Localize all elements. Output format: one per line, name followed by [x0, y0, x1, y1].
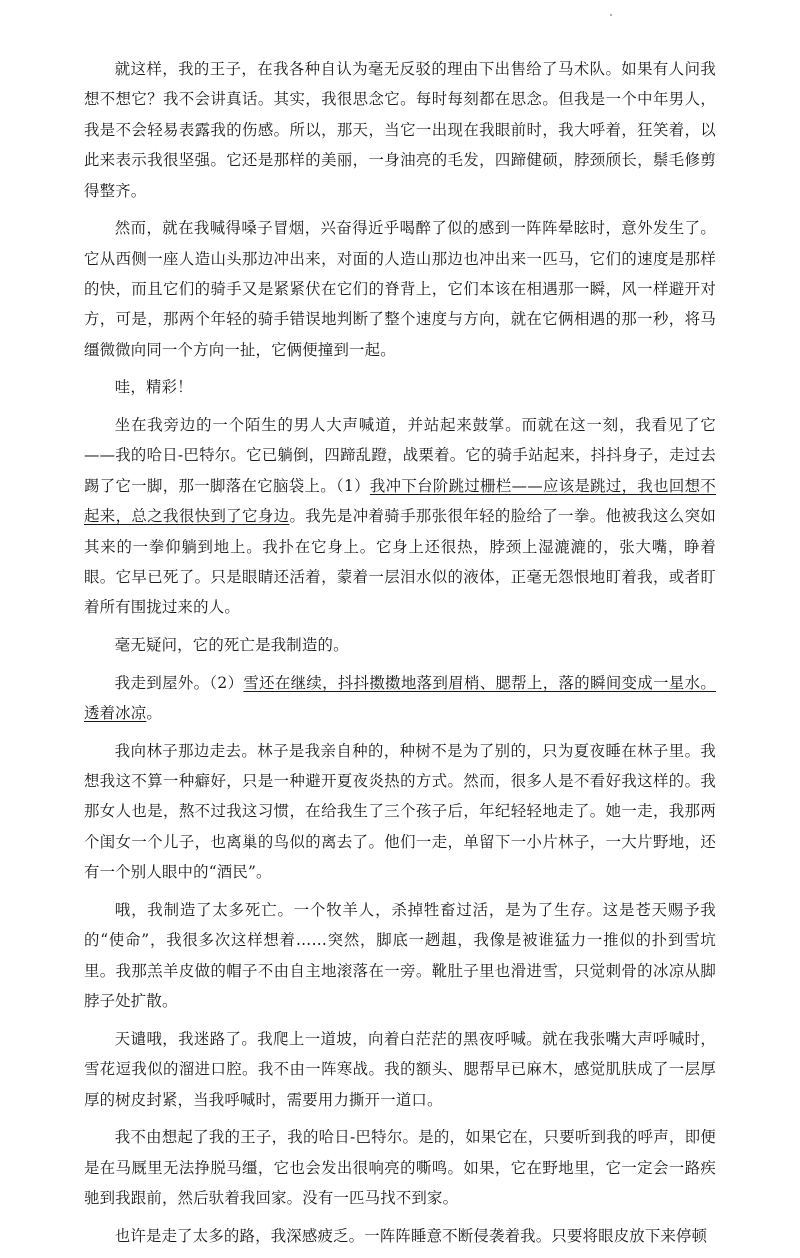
paragraph-text: 哦，我制造了太多死亡。一个牧羊人，杀掉牲畜过活，是为了生存。这是苍天赐予我的“使命”，我很多次这样想着……突然，脚底一趔趄，我像是被谁猛力一推似的扑到雪坑里。我那羔羊皮做的帽子不由自主地滚落在一旁。靴肚子里也滑进雪，只觉刺骨的冰凉从脚脖子处扩散。: [84, 900, 716, 1011]
article-body: [84, 54, 716, 1258]
paragraph-text: 毫无疑问，它的死亡是我制造的。: [114, 636, 349, 655]
paragraph-text: 坐在我旁边的一个陌生的男人大声喊道，并站起来鼓掌。而就在这一刻，我看见了它——我的哈日-巴特尔。它已躺倒，四蹄乱蹬，战栗着。它的骑手站起来，抖抖身子，走过去踢了它一脚，那一脚落在它脑袋上。（1）: [84, 416, 716, 495]
paragraph-8: [84, 895, 716, 1017]
paragraph-10: [84, 1122, 716, 1213]
paragraph-text: 我走到屋外。（2）: [114, 673, 244, 692]
paragraph-11: [84, 1221, 716, 1251]
paragraph-text: 我向林子那边走去。林子是我亲自种的，种树不是为了别的，只为夏夜睡在林子里。我想我这不算一种癖好，只是一种避开夏夜炎热的方式。然而，很多人是不看好我这样的。我那女人也是，熬不过我这习惯，在给我生了三个孩子后，年纪轻轻地走了。她一走，我那两个闺女一个儿子，也离巢的鸟似的离去了。他们一走，单留下一小片林子，一大片野地，还有一个别人眼中的“酒民”。: [84, 741, 716, 882]
underlined-sentence-2: 雪还在继续，抖抖擞擞地落到眉梢、腮帮上，落的瞬间变成一星水。透着冰凉: [84, 673, 716, 723]
paragraph-3: [84, 372, 716, 402]
paragraph-text: 天谴哦，我迷路了。我爬上一道坡，向着白茫茫的黑夜呼喊。就在我张嘴大声呼喊时，雪花逗我似的溜进口腔。我不由一阵寒战。我的额头、腮帮早已麻木，感觉肌肤成了一层厚厚的树皮封紧，当我呼喊时，需要用力撕开一道口。: [84, 1029, 716, 1109]
paragraph-5: [84, 630, 716, 660]
paragraph-4: [84, 410, 716, 623]
paragraph-text: 。我先是冲着骑手那张很年轻的脸给了一拳。他被我这么突如其来的一拳仰躺到地上。我扑在它身上。它身上还很热，脖颈上湿漉漉的，张大嘴，睁着眼。它早已死了。只是眼睛还活着，蒙着一层泪水似的液体，正毫无怨恨地盯着我，或者盯着所有围拢过来的人。: [84, 507, 716, 617]
scan-dot: [610, 14, 612, 16]
paragraph-6: [84, 668, 716, 729]
paragraph-2: [84, 213, 716, 365]
paragraph-9: [84, 1024, 716, 1115]
paragraph-7: [84, 736, 716, 888]
paragraph-text: 哇，精彩！: [114, 378, 193, 397]
underlined-sentence-1: 我冲下台阶跳过栅栏——应该是跳过，我也回想不起来，总之我很快到了它身边: [84, 476, 716, 526]
paragraph-text: 也许是走了太多的路，我深感疲乏。一阵阵睡意不断侵袭着我。只要将眼皮放下来停顿: [114, 1226, 708, 1245]
paragraph-text: 我不由想起了我的王子，我的哈日-巴特尔。是的，如果它在，只要听到我的呼声，即便是在马厩里无法挣脱马缰，它也会发出很响亮的嘶鸣。如果，它在野地里，它一定会一路疾驰到我跟前，然后驮着我回家。没有一匹马找不到家。: [84, 1128, 716, 1207]
paragraph-text: 就这样，我的王子，在我各种自认为毫无反驳的理由下出售给了马术队。如果有人问我想不想它？我不会讲真话。其实，我很思念它。每时每刻都在思念。但我是一个中年男人，我是不会轻易表露我的伤感。所以，那天，当它一出现在我眼前时，我大呼着，狂笑着，以此来表示我很坚强。它还是那样的美丽，一身油亮的毛发，四蹄健硕，脖颈颀长，鬃毛修剪得整齐。: [84, 60, 716, 200]
paragraph-1: [84, 54, 716, 206]
paragraph-text: 然而，就在我喊得嗓子冒烟，兴奋得近乎喝醉了似的感到一阵阵晕眩时，意外发生了。它从西侧一座人造山头那边冲出来，对面的人造山那边也冲出来一匹马，它们的速度是那样的快，而且它们的骑手又是紧紧伏在它们的脊背上，它们本该在相遇那一瞬，风一样避开对方，可是，那两个年轻的骑手错误地判断了整个速度与方向，就在它俩相遇的那一秒，将马缰微微向同一个方向一扯，它俩便撞到一起。: [84, 219, 716, 359]
paragraph-text: 。: [146, 704, 162, 723]
